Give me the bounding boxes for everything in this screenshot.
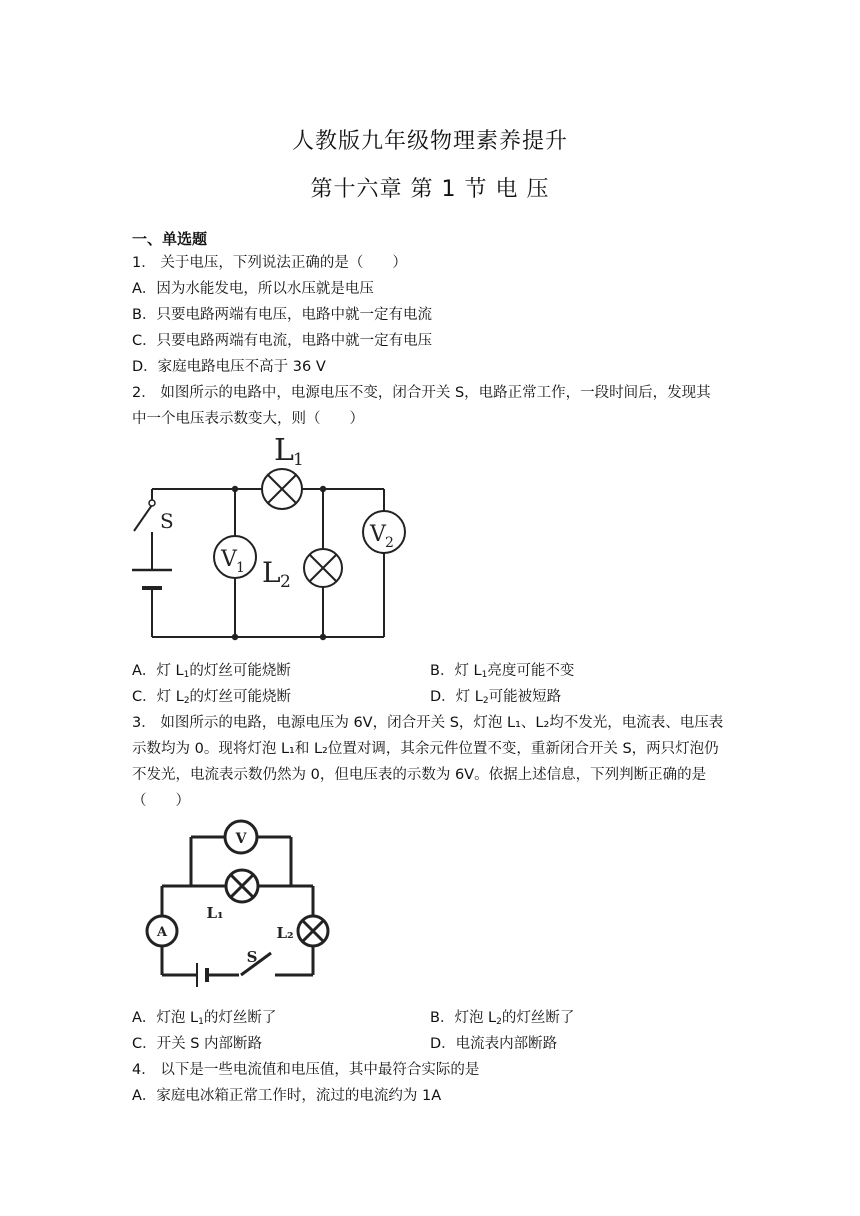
q3-option-d: D．电流表内部断路	[430, 1036, 558, 1052]
q4-option-a: A．家庭电冰箱正常工作时，流过的电流约为 1A	[132, 1088, 442, 1104]
svg-text:V: V	[221, 547, 237, 572]
q3-stem-line3: 不发光，电流表示数仍然为 0，但电压表的示数为 6V。依据上述信息，下列判断正确的是	[132, 767, 707, 783]
page-title: 人教版九年级物理素养提升	[291, 129, 568, 154]
svg-text:2: 2	[280, 572, 291, 592]
svg-text:L₂: L₂	[276, 924, 294, 942]
svg-text:L: L	[262, 556, 281, 589]
svg-text:A: A	[156, 925, 168, 940]
q3-option-c: C．开关 S 内部断路	[132, 1036, 263, 1052]
svg-text:V: V	[370, 522, 386, 547]
q4-stem: 4． 以下是一些电流值和电压值，其中最符合实际的是	[132, 1062, 480, 1078]
q2-stem-line2: 中一个电压表示数变大，则（ ）	[132, 411, 364, 427]
q2-option-c: C．灯 $L_2$的灯丝可能烧断	[132, 689, 292, 706]
svg-text:S: S	[160, 509, 174, 533]
svg-text:2: 2	[385, 535, 394, 551]
chapter-subtitle: 第十六章 第 1 节 电 压	[310, 177, 550, 202]
svg-text:1: 1	[293, 450, 304, 470]
q3-option-a: A．灯泡 $L_1$的灯丝断了	[132, 1010, 277, 1027]
q1-option-d: D．家庭电路电压不高于 36 V	[132, 359, 326, 375]
q3-stem-line4: （ ）	[132, 793, 190, 809]
q2-option-b: B．灯 $L_1$亮度可能不变	[430, 663, 575, 680]
q3-stem-line1: 3． 如图所示的电路，电源电压为 6V，闭合开关 S，灯泡 L₁、L₂均不发光，电流表、电压表	[132, 715, 724, 731]
q3-option-b: B．灯泡 $L_2$的灯丝断了	[430, 1010, 575, 1027]
section-heading: 一、单选题	[132, 230, 208, 248]
svg-text:L: L	[274, 433, 294, 468]
q3-stem-line2: 示数均为 0。现将灯泡 L₁和 L₂位置对调，其余元件位置不变，重新闭合开关 S，两只灯泡仍	[132, 741, 719, 757]
svg-text:S: S	[246, 948, 258, 966]
q2-option-d: D．灯 $L_2$可能被短路	[430, 689, 562, 706]
q2-circuit-diagram	[125, 432, 425, 647]
svg-text:1: 1	[236, 560, 245, 576]
q2-option-a: A．灯 $L_1$的灯丝可能烧断	[132, 663, 291, 680]
q2-stem-line1: 2． 如图所示的电路中，电源电压不变，闭合开关 S，电路正常工作，一段时间后，发现其	[132, 385, 711, 401]
q1-option-c: C．只要电路两端有电流，电路中就一定有电压	[132, 333, 433, 349]
q1-stem: 1． 关于电压，下列说法正确的是（ ）	[132, 255, 407, 271]
q1-option-b: B．只要电路两端有电压，电路中就一定有电流	[132, 307, 432, 323]
svg-text:L₁: L₁	[206, 904, 224, 922]
svg-text:V: V	[235, 831, 247, 847]
q3-circuit-diagram	[145, 818, 345, 993]
q1-option-a: A．因为水能发电，所以水压就是电压	[132, 281, 374, 297]
